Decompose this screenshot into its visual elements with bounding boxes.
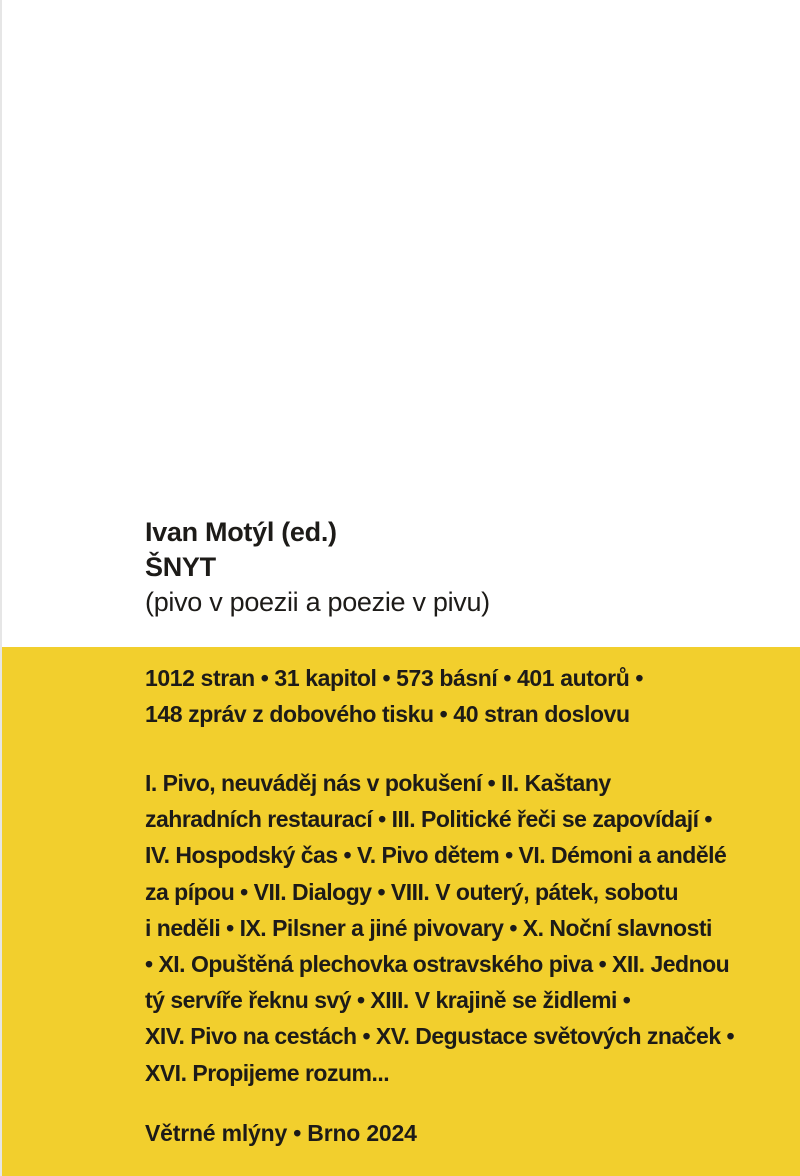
chapter-line: tý servíře řeknu svý • XIII. V krajině se židlemi • (145, 987, 631, 1014)
chapter-line: zahradních restaurací • III. Politické řeči se zapovídají • (145, 806, 712, 833)
chapter-line: • XI. Opuštěná plechovka ostravského piva • XII. Jednou (145, 951, 730, 978)
stats-line: 1012 stran • 31 kapitol • 573 básní • 401 autorů • (145, 665, 643, 691)
book-title: ŠNYT (145, 552, 216, 582)
publisher-line: Větrné mlýny • Brno 2024 (145, 1120, 417, 1146)
chapter-line: za pípou • VII. Dialogy • VIII. V outerý, pátek, sobotu (145, 878, 679, 905)
chapter-line: IV. Hospodský čas • V. Pivo dětem • VI. Démoni a andělé (145, 842, 727, 869)
book-stats (145, 660, 765, 732)
book-subtitle: (pivo v poezii a poezie v pivu) (145, 587, 490, 617)
chapter-list (145, 765, 765, 1091)
stats-line: 148 zpráv z dobového tisku • 40 stran doslovu (145, 701, 630, 727)
book-heading (145, 515, 705, 620)
page-edge (0, 0, 2, 1176)
chapter-line: I. Pivo, neuváděj nás v pokušení • II. Kaštany (145, 770, 611, 796)
chapter-line: XVI. Propijeme rozum... (145, 1059, 390, 1086)
chapter-line: i neděli • IX. Pilsner a jiné pivovary • X. Noční slavnosti (145, 914, 712, 941)
author-line: Ivan Motýl (ed.) (145, 517, 337, 547)
chapter-line: XIV. Pivo na cestách • XV. Degustace světových značek • (145, 1023, 735, 1050)
